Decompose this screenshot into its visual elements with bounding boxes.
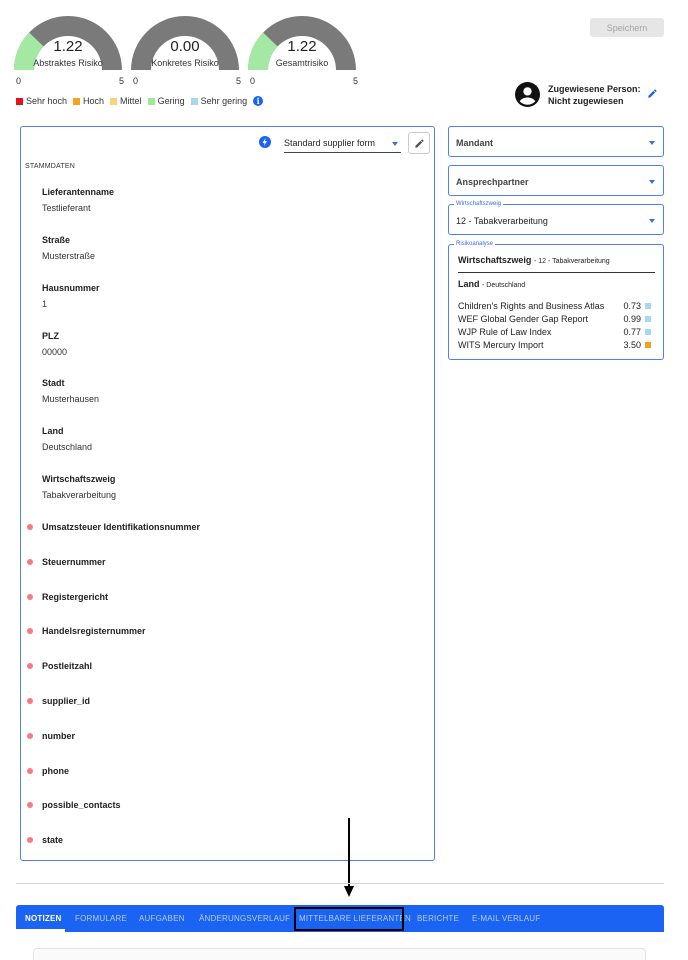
field-label: Stadt [42,378,65,388]
required-field[interactable] [27,696,90,706]
required-field-label: number [42,731,76,741]
field-label: Land [42,426,64,436]
mandant-label: Mandant [456,138,493,148]
risk-index-swatch [645,303,651,309]
risk-analysis-card [448,241,664,360]
field-industry [42,474,116,500]
legend-swatch [191,98,198,105]
active-tab-indicator [16,929,65,932]
required-field-label: Umsatzsteuer Identifikationsnummer [42,522,201,532]
risk-index-swatch [645,342,651,348]
required-field[interactable] [27,800,121,810]
legend-label: Hoch [83,96,105,106]
legend-label: Sehr gering [200,96,248,106]
risk-sector-value: - 12 - Tabakverarbeitung [533,258,610,265]
risk-gauges [14,14,356,88]
gauge-min: 0 [16,76,22,86]
annotation-highlight-box [294,907,404,931]
form-template-select[interactable] [284,134,401,153]
risk-index-row [458,301,651,311]
legend-label: Gering [157,96,185,106]
section-title: STAMMDATEN [25,163,75,170]
risk-index-name: WITS Mercury Import [458,340,544,350]
gauge-label: Gesamtrisiko [275,58,329,68]
tab-forms[interactable]: FORMULARE [75,914,128,923]
risk-legend [16,96,263,106]
required-dot [27,802,33,808]
bolt-icon[interactable] [259,136,271,148]
industry-select[interactable] [448,201,664,235]
required-field[interactable] [27,592,108,602]
required-field[interactable] [27,661,92,671]
risk-index-row [458,340,651,350]
legend-swatch [110,98,117,105]
required-field[interactable] [27,626,146,636]
industry-select-value: 12 - Tabakverarbeitung [456,216,548,226]
required-dot [27,628,33,634]
tab-change-history[interactable]: ÄNDERUNGSVERLAUF [199,914,291,923]
tab-reports[interactable]: BERICHTE [417,914,460,923]
gauge-min: 0 [133,76,139,86]
risk-index-swatch [645,329,651,335]
annotation-arrow-icon [344,818,354,898]
divider [458,272,655,273]
chevron-down-icon [392,142,398,146]
chevron-down-icon [649,180,655,184]
required-field-label: supplier_id [42,696,91,706]
required-field-label: phone [42,766,69,776]
required-field[interactable] [27,557,106,567]
required-dot [27,594,33,600]
tab-email-history[interactable]: E-MAIL VERLAUF [472,914,541,923]
divider [16,883,664,884]
risk-index-name: Children's Rights and Business Atlas [458,301,605,311]
legend-item [191,96,248,106]
legend-swatch [73,98,80,105]
risk-index-value: 0.99 [623,314,641,324]
gauge-value: 1.22 [53,38,83,55]
risk-sector-row [458,255,610,265]
field-value[interactable]: Testlieferant [42,203,91,213]
gauge-label: Abstraktes Risiko [33,58,103,68]
risk-index-value: 0.77 [623,327,641,337]
required-field-label: state [42,835,64,845]
info-icon[interactable]: i [253,96,263,106]
risk-index-row [458,327,651,337]
risk-index-row [458,314,651,324]
required-dot [27,837,33,843]
pencil-icon[interactable] [647,88,658,99]
legend-label: Sehr hoch [26,96,68,106]
contact-person-select[interactable] [448,165,664,196]
pencil-icon [414,138,425,149]
field-street [42,235,95,261]
field-city [42,378,99,404]
gauge-total-risk [248,14,356,88]
required-field-label: Postleitzahl [42,661,93,671]
required-dot [27,768,33,774]
form-template-value: Standard supplier form [284,138,376,148]
required-field-label: Steuernummer [42,557,106,567]
gauge-max: 5 [118,76,124,86]
assignee-text [548,83,641,107]
required-field-label: Handelsregisternummer [42,626,146,636]
chevron-down-icon [649,141,655,145]
industry-select-label: Wirtschaftszweig [456,201,502,207]
gauge-max: 5 [235,76,241,86]
legend-item [110,96,142,106]
field-value[interactable]: 1 [42,299,48,309]
supplier-form-card [20,126,435,861]
assignee [515,82,641,107]
tab-indirect-suppliers[interactable]: MITTELBARE LIEFERANTEN [299,914,411,923]
gauge-abstract-risk [14,14,122,88]
required-dot [27,733,33,739]
risk-index-name: WJP Rule of Law Index [458,327,552,337]
risk-sector-label: Wirtschaftszweig [458,255,532,265]
legend-label: Mittel [120,96,142,106]
gauge-value: 0.00 [170,38,200,55]
field-value[interactable]: Musterhausen [42,394,100,404]
save-button[interactable]: Speichern [590,18,664,37]
edit-form-button[interactable] [408,132,430,154]
required-dot [27,524,33,530]
field-value[interactable]: Deutschland [42,442,93,452]
required-field[interactable] [27,731,75,741]
tab-notes[interactable]: NOTIZEN [25,914,62,923]
risk-country-row [458,279,525,289]
field-label: Wirtschaftszweig [42,474,116,484]
tab-tasks[interactable]: AUFGABEN [139,914,185,923]
risk-index-swatch [645,316,651,322]
field-value[interactable]: Tabakverarbeitung [42,490,117,500]
required-field-label: Registergericht [42,592,109,602]
assignee-title: Zugewiesene Person: [548,83,641,94]
legend-swatch [148,98,155,105]
gauge-concrete-risk [131,14,239,88]
field-label: PLZ [42,331,59,341]
account-circle-icon [515,82,540,107]
legend-swatch [16,98,23,105]
field-value[interactable]: 00000 [42,347,68,357]
gauge-label: Konkretes Risiko [151,58,219,68]
assignee-value: Nicht zugewiesen [548,95,624,106]
field-label: Lieferantenname [42,187,115,197]
field-value[interactable]: Musterstraße [42,251,96,261]
required-dot [27,698,33,704]
legend-item [148,96,185,106]
required-field[interactable] [27,835,63,845]
contact-person-label: Ansprechpartner [456,177,529,187]
required-field-label: possible_contacts [42,800,121,810]
field-house-number [42,283,100,309]
required-dot [27,559,33,565]
legend-item [16,96,67,106]
field-label: Hausnummer [42,283,100,293]
risk-country-label: Land [458,279,480,289]
gauge-min: 0 [250,76,256,86]
notes-panel [33,948,646,960]
risk-index-value: 3.50 [623,340,641,350]
field-zip [42,331,67,357]
required-field[interactable] [27,522,200,532]
gauge-value: 1.22 [287,38,317,55]
risk-country-value: - Deutschland [482,282,526,289]
legend-item [73,96,104,106]
required-dot [27,663,33,669]
risk-analysis-title: Risikoanalyse [456,241,494,247]
mandant-select[interactable] [448,126,664,157]
risk-index-value: 0.73 [623,301,641,311]
field-label: Straße [42,235,71,245]
field-supplier-name [42,187,114,213]
chevron-down-icon [649,219,655,223]
required-field[interactable] [27,766,69,776]
risk-index-name: WEF Global Gender Gap Report [458,314,589,324]
field-country [42,426,92,452]
gauge-max: 5 [352,76,358,86]
